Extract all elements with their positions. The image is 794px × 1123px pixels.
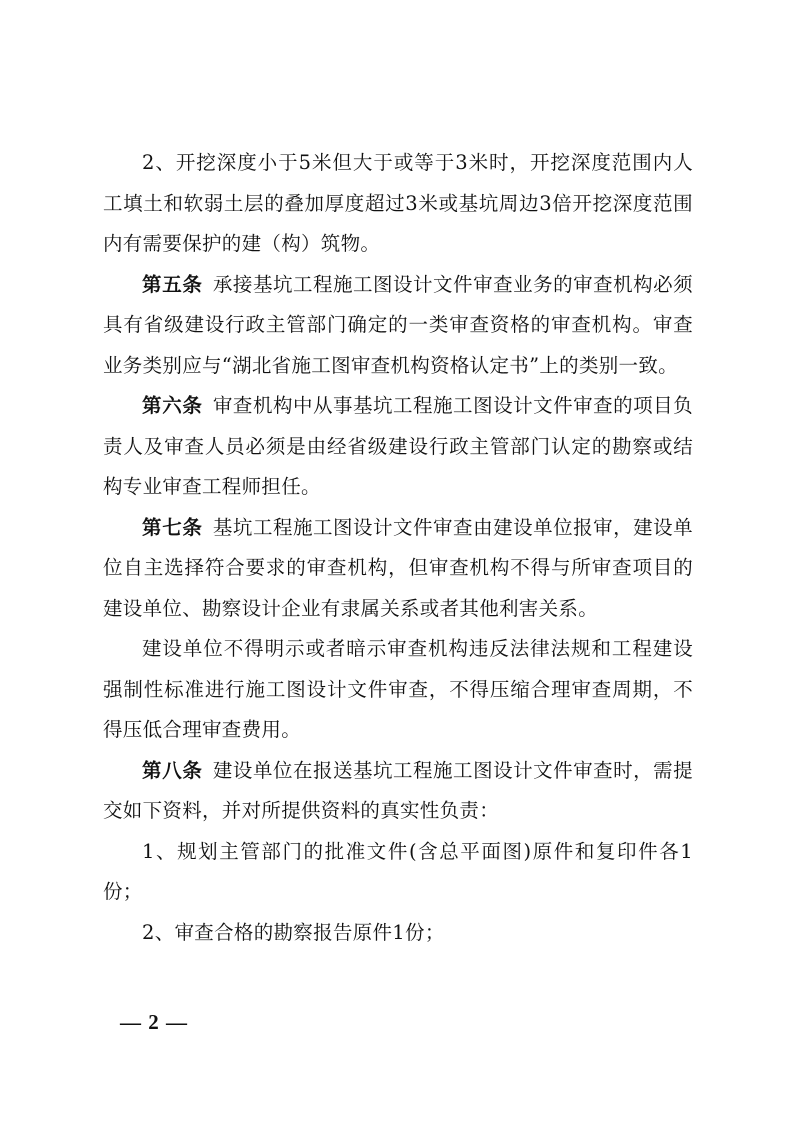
paragraph-text: 建设单位不得明示或者暗示审查机构违反法律法规和工程建设强制性标准进行施工图设计文件审查，不得压缩合理审查周期，不得压低合理审查费用。 [103, 637, 693, 741]
article-heading: 第五条 [142, 272, 203, 296]
paragraph-text: 审查机构中从事基坑工程施工图设计文件审查的项目负责人及审查人员必须是由经省级建设行政主管部门认定的勘察或结构专业审查工程师担任。 [103, 394, 693, 498]
paragraph-text: 2、审查合格的勘察报告原件1份； [142, 920, 445, 944]
paragraph-text: 基坑工程施工图设计文件审查由建设单位报审，建设单位自主选择符合要求的审查机构，但审查机构不得与所审查项目的建设单位、勘察设计企业有隶属关系或者其他利害关系。 [103, 515, 693, 620]
paragraph-list-item-2 [103, 913, 693, 954]
paragraph-text: 建设单位在报送基坑工程施工图设计文件审查时，需提交如下资料，并对所提供资料的真实性负责： [103, 758, 693, 822]
paragraph-article-7-cont [103, 629, 693, 751]
paragraph-item-2 [103, 143, 693, 265]
paragraph-text: 1、规划主管部门的批准文件(含总平面图)原件和复印件各1份； [103, 839, 693, 903]
paragraph-article-5 [103, 265, 693, 387]
document-body [103, 143, 693, 953]
paragraph-article-8 [103, 751, 693, 832]
paragraph-list-item-1 [103, 832, 693, 913]
article-heading: 第八条 [142, 758, 203, 782]
page-number: — 2 — [120, 1010, 188, 1034]
paragraph-text: 2、开挖深度小于5米但大于或等于3米时，开挖深度范围内人工填土和软弱土层的叠加厚度超过3米或基坑周边3倍开挖深度范围内有需要保护的建（构）筑物。 [103, 151, 693, 255]
paragraph-article-6 [103, 386, 693, 508]
paragraph-article-7 [103, 508, 693, 630]
article-heading: 第七条 [142, 515, 203, 539]
article-heading: 第六条 [142, 394, 203, 417]
paragraph-text: 承接基坑工程施工图设计文件审查业务的审查机构必须具有省级建设行政主管部门确定的一类审查资格的审查机构。审查业务类别应与“湖北省施工图审查机构资格认定书”上的类别一致。 [103, 272, 693, 377]
